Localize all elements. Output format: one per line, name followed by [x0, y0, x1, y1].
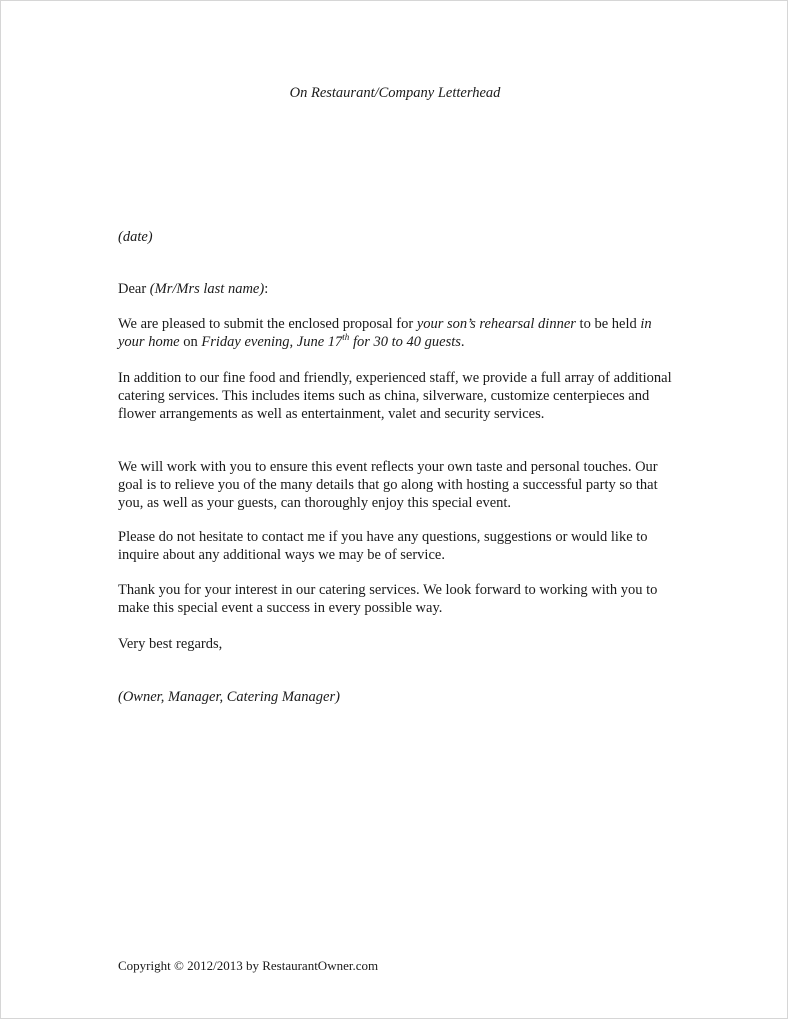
paragraph-thanks: Thank you for your interest in our catering services. We look forward to working with you to make this special event a success in every possible way.: [118, 582, 658, 616]
salutation-prefix: Dear: [118, 281, 150, 297]
salutation: [118, 280, 678, 298]
event-location: in your home: [118, 316, 652, 350]
paragraph-services: In addition to our fine food and friendly, experienced staff, we provide a full array of additional catering services. This includes items such as china, silverware, customize centerpieces and flower arrangements as well as entertainment, valet and security services.: [118, 370, 672, 422]
paragraph-goal: We will work with you to ensure this event reflects your own taste and personal touches. Our goal is to relieve you of the many details that go along with hosting a successful party so that you, as well as your guests, can thoroughly enjoy this special event.: [118, 459, 658, 511]
date-placeholder: (date): [118, 229, 153, 245]
guest-count: for 30 to 40 guests: [349, 334, 461, 350]
text-run: .: [460, 334, 465, 350]
text-run: We are pleased to submit the enclosed proposal for: [118, 316, 417, 332]
closing: Very best regards,: [118, 636, 223, 652]
signature-placeholder: (Owner, Manager, Catering Manager): [118, 689, 340, 705]
paragraph-contact: Please do not hesitate to contact me if you have any questions, suggestions or would like to inquire about any additional ways we may be of service.: [118, 529, 648, 563]
text-run: to be held: [575, 316, 641, 332]
text-run: on: [179, 334, 202, 350]
copyright-footer: Copyright © 2012/2013 by RestaurantOwner.com: [118, 958, 379, 973]
event-date: Friday evening, June 17: [201, 334, 343, 350]
salutation-name: (Mr/Mrs last name): [149, 281, 265, 297]
letterhead-placeholder: On Restaurant/Company Letterhead: [289, 85, 501, 101]
event-name: your son’s rehearsal dinner: [416, 316, 576, 332]
salutation-suffix: :: [264, 281, 269, 297]
date-ordinal: th: [342, 332, 350, 343]
paragraph-proposal: [118, 315, 678, 351]
